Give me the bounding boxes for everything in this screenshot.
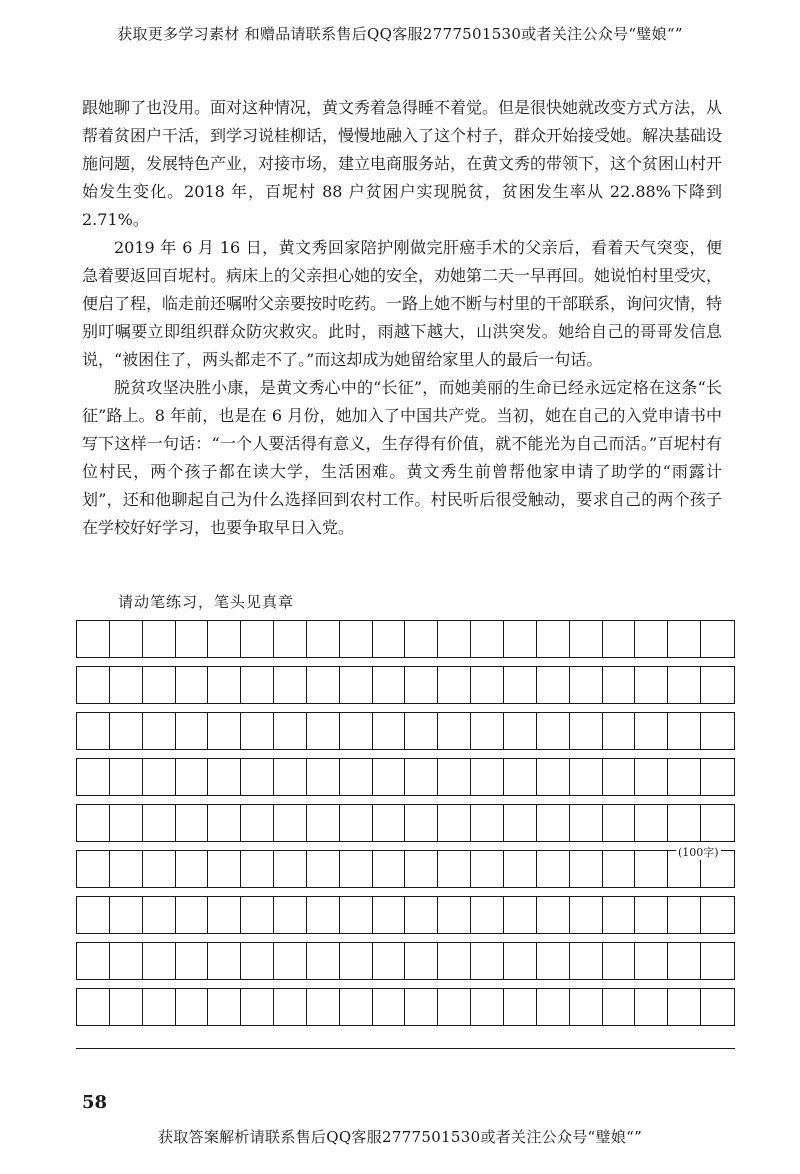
grid-cell[interactable]: [701, 943, 734, 979]
grid-cell[interactable]: [537, 713, 570, 749]
grid-cell[interactable]: [471, 989, 504, 1025]
article-paragraph-3: 脱贫攻坚决胜小康，是黄文秀心中的“长征”，而她美丽的生命已经永远定格在这条“长征”路上。8 年前，也是在 6 月份，她加入了中国共产党。当初，她在自己的入党申请书中写下这样一句话：“一个人要活得有意义，生存得有价值，就不能光为自己而活。”百坭村有位村民，两个孩子都在读大学，生活困难。黄文秀生前曾帮他家申请了助学的“雨露计划”，还和他聊起自己为什么选择回到农村工作。村民听后很受触动，要求自己的两个孩子在学校好好学习，也要争取早日入党。: [82, 378, 722, 537]
grid-row: [76, 942, 735, 980]
grid-cell[interactable]: [668, 713, 701, 749]
grid-cell[interactable]: [504, 713, 537, 749]
grid-cell[interactable]: [110, 667, 143, 703]
grid-cell[interactable]: [307, 713, 340, 749]
grid-cell[interactable]: [241, 943, 274, 979]
grid-cell[interactable]: [438, 713, 471, 749]
grid-cell[interactable]: [603, 713, 636, 749]
grid-cell[interactable]: [176, 667, 209, 703]
grid-cell[interactable]: [537, 943, 570, 979]
grid-cell[interactable]: [405, 851, 438, 887]
grid-cell[interactable]: [603, 621, 636, 657]
grid-cell[interactable]: [504, 805, 537, 841]
grid-cell[interactable]: [668, 621, 701, 657]
grid-cell[interactable]: [537, 989, 570, 1025]
grid-cell[interactable]: [143, 667, 176, 703]
grid-cell[interactable]: [208, 759, 241, 795]
grid-cell[interactable]: [603, 851, 636, 887]
grid-cell[interactable]: [471, 667, 504, 703]
grid-cell[interactable]: [668, 897, 701, 933]
grid-row: [76, 712, 735, 750]
grid-cell[interactable]: [274, 621, 307, 657]
article-body: [82, 94, 722, 542]
grid-cell[interactable]: [668, 759, 701, 795]
grid-cell[interactable]: [307, 851, 340, 887]
grid-cell[interactable]: [143, 805, 176, 841]
grid-cell[interactable]: [438, 989, 471, 1025]
grid-cell[interactable]: [701, 667, 734, 703]
grid-cell[interactable]: [340, 851, 373, 887]
grid-cell[interactable]: [110, 851, 143, 887]
grid-cell[interactable]: [570, 989, 603, 1025]
grid-cell[interactable]: [208, 805, 241, 841]
grid-cell[interactable]: [143, 759, 176, 795]
grid-cell[interactable]: [176, 805, 209, 841]
grid-cell[interactable]: [668, 805, 701, 841]
grid-cell[interactable]: [570, 713, 603, 749]
grid-cell[interactable]: [537, 805, 570, 841]
grid-cell[interactable]: [77, 713, 110, 749]
bottom-divider: [76, 1048, 735, 1049]
grid-cell[interactable]: [208, 897, 241, 933]
grid-cell[interactable]: [635, 667, 668, 703]
grid-cell[interactable]: [274, 851, 307, 887]
article-paragraph-1: 跟她聊了也没用。面对这种情况，黄文秀着急得睡不着觉。但是很快她就改变方式方法，从帮着贫困户干活，到学习说桂柳话，慢慢地融入了这个村子，群众开始接受她。解决基础设施问题，发展特色产业，对接市场，建立电商服务站，在黄文秀的带领下，这个贫困山村开始发生变化。2018 年，百坭村 88 户贫困户实现脱贫，贫困发生率从 22.88%下降到 2.71%。: [82, 98, 723, 229]
grid-cell[interactable]: [110, 897, 143, 933]
grid-cell[interactable]: [438, 805, 471, 841]
grid-cell[interactable]: [603, 943, 636, 979]
grid-cell[interactable]: [340, 621, 373, 657]
grid-cell[interactable]: [405, 805, 438, 841]
grid-cell[interactable]: [274, 667, 307, 703]
grid-cell[interactable]: [537, 897, 570, 933]
grid-cell[interactable]: [504, 989, 537, 1025]
grid-cell[interactable]: [635, 805, 668, 841]
grid-cell[interactable]: [373, 667, 406, 703]
grid-cell[interactable]: [504, 851, 537, 887]
grid-cell[interactable]: [307, 759, 340, 795]
grid-cell[interactable]: [274, 805, 307, 841]
grid-cell[interactable]: [241, 621, 274, 657]
grid-cell[interactable]: [208, 943, 241, 979]
grid-cell[interactable]: [504, 759, 537, 795]
practice-title: 请动笔练习，笔头见真章: [118, 593, 295, 611]
grid-cell[interactable]: [603, 897, 636, 933]
grid-cell[interactable]: [603, 667, 636, 703]
grid-cell[interactable]: [438, 897, 471, 933]
grid-cell[interactable]: [701, 989, 734, 1025]
grid-cell[interactable]: [77, 897, 110, 933]
grid-cell[interactable]: [438, 759, 471, 795]
grid-cell[interactable]: [340, 805, 373, 841]
grid-cell[interactable]: [668, 943, 701, 979]
page-number: 58: [82, 1092, 108, 1113]
grid-row: [76, 620, 735, 658]
grid-cell[interactable]: [143, 943, 176, 979]
grid-cell[interactable]: [570, 851, 603, 887]
grid-cell[interactable]: [471, 851, 504, 887]
grid-cell[interactable]: [340, 759, 373, 795]
grid-cell[interactable]: [373, 713, 406, 749]
grid-cell[interactable]: [570, 897, 603, 933]
grid-row: [76, 988, 735, 1026]
grid-cell[interactable]: [471, 805, 504, 841]
grid-row: [76, 804, 735, 842]
grid-cell[interactable]: [340, 897, 373, 933]
grid-cell[interactable]: [176, 713, 209, 749]
grid-cell[interactable]: [307, 621, 340, 657]
grid-cell[interactable]: [635, 943, 668, 979]
grid-cell[interactable]: [570, 667, 603, 703]
grid-cell[interactable]: [241, 805, 274, 841]
grid-cell[interactable]: [274, 713, 307, 749]
grid-cell[interactable]: [405, 621, 438, 657]
grid-cell[interactable]: [110, 759, 143, 795]
grid-cell[interactable]: [110, 943, 143, 979]
grid-cell[interactable]: [77, 667, 110, 703]
grid-cell[interactable]: [668, 989, 701, 1025]
grid-cell[interactable]: [701, 805, 734, 841]
grid-cell[interactable]: [307, 805, 340, 841]
grid-cell[interactable]: [307, 943, 340, 979]
grid-cell[interactable]: [438, 667, 471, 703]
grid-cell[interactable]: [537, 759, 570, 795]
grid-row: [76, 850, 735, 888]
grid-cell[interactable]: [307, 667, 340, 703]
grid-cell[interactable]: [241, 989, 274, 1025]
grid-cell[interactable]: [537, 667, 570, 703]
footer-promo-text: 获取答案解析请联系售后QQ客服2777501530或者关注公众号“璧娘“”: [157, 1128, 643, 1146]
grid-cell[interactable]: [373, 897, 406, 933]
grid-cell[interactable]: [110, 713, 143, 749]
grid-cell[interactable]: [176, 989, 209, 1025]
grid-cell[interactable]: [208, 713, 241, 749]
grid-cell[interactable]: [373, 989, 406, 1025]
grid-cell[interactable]: [77, 759, 110, 795]
grid-cell[interactable]: [176, 897, 209, 933]
grid-cell[interactable]: [405, 989, 438, 1025]
grid-cell[interactable]: [241, 667, 274, 703]
grid-cell[interactable]: [471, 713, 504, 749]
grid-cell[interactable]: [77, 943, 110, 979]
grid-cell[interactable]: [701, 897, 734, 933]
grid-cell[interactable]: [438, 943, 471, 979]
grid-cell[interactable]: [701, 759, 734, 795]
grid-cell[interactable]: [208, 667, 241, 703]
grid-cell[interactable]: [471, 897, 504, 933]
grid-cell[interactable]: [176, 943, 209, 979]
grid-cell[interactable]: [307, 897, 340, 933]
grid-cell[interactable]: [77, 621, 110, 657]
grid-cell[interactable]: [471, 759, 504, 795]
grid-cell[interactable]: [110, 805, 143, 841]
grid-cell[interactable]: [274, 989, 307, 1025]
grid-cell[interactable]: [471, 943, 504, 979]
grid-cell[interactable]: [340, 713, 373, 749]
grid-cell[interactable]: [241, 851, 274, 887]
grid-cell[interactable]: [635, 713, 668, 749]
grid-row: [76, 666, 735, 704]
grid-cell[interactable]: [570, 759, 603, 795]
grid-cell[interactable]: [504, 667, 537, 703]
grid-cell[interactable]: [635, 851, 668, 887]
grid-cell[interactable]: [405, 667, 438, 703]
grid-cell[interactable]: [110, 989, 143, 1025]
grid-cell[interactable]: [405, 897, 438, 933]
grid-cell[interactable]: [635, 897, 668, 933]
grid-cell[interactable]: [405, 713, 438, 749]
grid-cell[interactable]: [603, 989, 636, 1025]
grid-cell[interactable]: [208, 851, 241, 887]
article-paragraph-2: 2019 年 6 月 16 日，黄文秀回家陪护刚做完肝癌手术的父亲后，看着天气突变，便急着要返回百坭村。病床上的父亲担心她的安全，劝她第二天一早再回。她说怕村里受灾，便启了程，临走前还嘱咐父亲要按时吃药。一路上她不断与村里的干部联系，询问灾情，特别叮嘱要立即组织群众防灾救灾。此时，雨越下越大，山洪突发。她给自己的哥哥发信息说，“被困住了，两头都走不了。”而这却成为她留给家里人的最后一句话。: [82, 238, 723, 369]
grid-cell[interactable]: [668, 667, 701, 703]
grid-cell[interactable]: [570, 621, 603, 657]
grid-cell[interactable]: [176, 851, 209, 887]
grid-cell[interactable]: [77, 805, 110, 841]
grid-row: [76, 896, 735, 934]
grid-cell[interactable]: [340, 943, 373, 979]
grid-cell[interactable]: [340, 667, 373, 703]
grid-cell[interactable]: [603, 805, 636, 841]
grid-cell[interactable]: [274, 943, 307, 979]
grid-cell[interactable]: [307, 989, 340, 1025]
grid-cell[interactable]: [143, 989, 176, 1025]
grid-cell[interactable]: [570, 943, 603, 979]
grid-cell[interactable]: [143, 713, 176, 749]
grid-cell[interactable]: [438, 621, 471, 657]
grid-cell[interactable]: [405, 759, 438, 795]
grid-cell[interactable]: [373, 621, 406, 657]
char-count-label: (100字): [678, 846, 719, 859]
grid-cell[interactable]: [241, 713, 274, 749]
grid-cell[interactable]: [570, 805, 603, 841]
grid-cell[interactable]: [143, 897, 176, 933]
grid-row: [76, 758, 735, 796]
grid-cell[interactable]: [504, 897, 537, 933]
grid-cell[interactable]: [504, 621, 537, 657]
grid-cell[interactable]: [208, 989, 241, 1025]
grid-cell[interactable]: [603, 759, 636, 795]
grid-cell[interactable]: [373, 851, 406, 887]
grid-cell[interactable]: [373, 759, 406, 795]
grid-cell[interactable]: [77, 851, 110, 887]
grid-cell[interactable]: [143, 621, 176, 657]
grid-cell[interactable]: [471, 621, 504, 657]
grid-cell[interactable]: [504, 943, 537, 979]
grid-cell[interactable]: [635, 759, 668, 795]
grid-cell[interactable]: [405, 943, 438, 979]
grid-cell[interactable]: [77, 989, 110, 1025]
grid-cell[interactable]: [373, 805, 406, 841]
grid-cell[interactable]: [635, 989, 668, 1025]
header-promo-text: 获取更多学习素材 和赠品请联系售后QQ客服2777501530或者关注公众号“璧娘“”: [117, 25, 683, 43]
grid-cell[interactable]: [274, 897, 307, 933]
grid-cell[interactable]: [274, 759, 307, 795]
grid-cell[interactable]: [241, 759, 274, 795]
grid-cell[interactable]: [537, 621, 570, 657]
grid-cell[interactable]: [635, 621, 668, 657]
grid-cell[interactable]: [701, 713, 734, 749]
grid-cell[interactable]: [340, 989, 373, 1025]
grid-cell[interactable]: [208, 621, 241, 657]
grid-cell[interactable]: [176, 759, 209, 795]
grid-cell[interactable]: [373, 943, 406, 979]
grid-cell[interactable]: [537, 851, 570, 887]
grid-cell[interactable]: [241, 897, 274, 933]
grid-cell[interactable]: [438, 851, 471, 887]
writing-grid: [76, 620, 735, 1034]
grid-cell[interactable]: [176, 621, 209, 657]
grid-cell[interactable]: [110, 621, 143, 657]
grid-cell[interactable]: [143, 851, 176, 887]
grid-cell[interactable]: [701, 621, 734, 657]
